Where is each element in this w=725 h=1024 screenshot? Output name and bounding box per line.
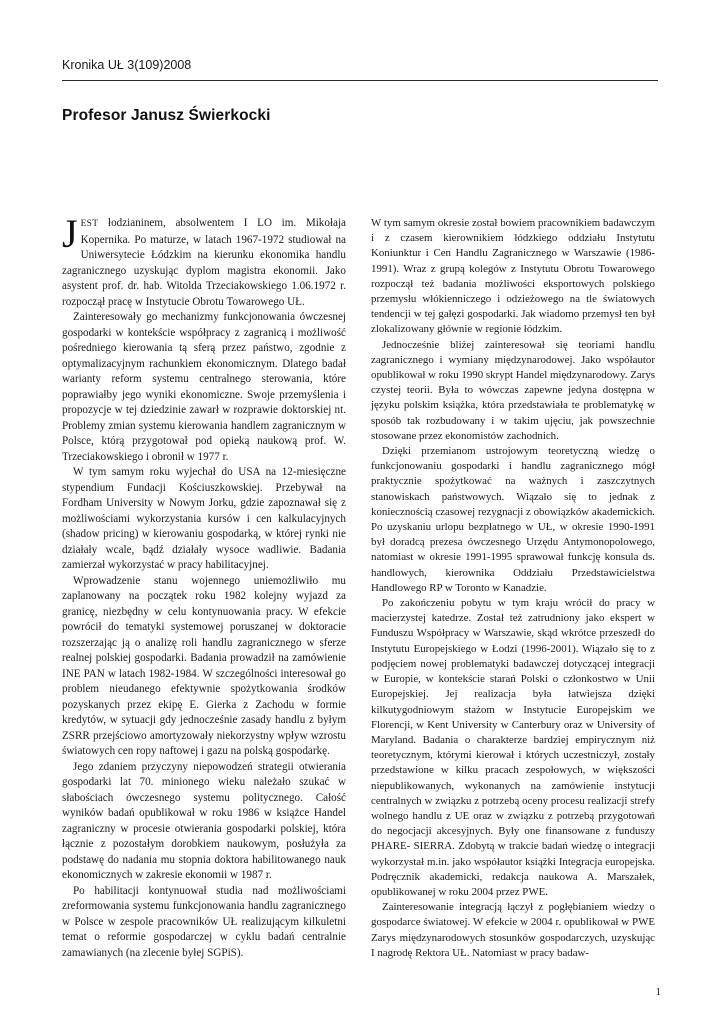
article-title: Profesor Janusz Świerkocki xyxy=(62,107,271,125)
paragraph-text: łodzianinem, absolwentem I LO im. Mikołaja Kopernika. Po maturze, w latach 1967-1972 studiował na Uniwersytecie Łódzkim na kierunku ekonomika handlu zagranicznego uzyskując dyplom magistra ekonomii. Jako asystent prof. dr. hab. Witolda Trzeciakowskiego 1.06.1972 r. rozpoczął pracę w Instytucie Obrotu Towarowego UŁ. xyxy=(62,217,346,308)
right-column xyxy=(371,216,655,961)
paragraph: Po zakończeniu pobytu w tym kraju wrócił do pracy w macierzystej katedrze. Został też zatrudniony jako ekspert w Funduszu Współpracy w Warszawie, skąd wkrótce przeszedł do Instytutu Europejskiego w Łodzi (1996-2001). Wiązało się to z podjęciem nowej problematyki badawczej dotyczącej integracji w Europie, w kontekście starań Polski o członkostwo w Unii Europejskiej. Jej realizacja była łatwiejsza dzięki kilkutygodniowym stażom w Instytucie Europejskim we Florencji, w Kent University w Canterbury oraz w University of Maryland. Badania o charakterze bardziej empirycznym niż teoretycznym, którymi kierował i których uczestniczył, zostały przedstawione w kilku pracach zespołowych, w większości niepublikowanych, wykonanych na zamówienie instytucji centralnych w związku z potrzebą oceny procesu realizacji strefy wolnego handlu z UE oraz w związku z potrzebą przygotowań do negocjacji akcesyjnych. Były one finansowane z funduszy PHARE- SIERRA. Zdobytą w trakcie badań wiedzę o integracji wykorzystał m.in. jako współautor książki Integracja europejska. Podręcznik akademicki, redakcja naukowa A. Marszałek, opublikowanej w roku 2004 przez PWE. xyxy=(371,597,655,898)
paragraph: Jednocześnie bliżej zainteresował się teoriami handlu zagranicznego i wymiany międzynarodowej. Jako współautor opublikował w roku 1990 skrypt Handel międzynarodowy. Zarys czystej teorii. Była to wówczas zapewne jedyna dostępna w języku polskim książka, która przedstawiała te problematykę w sposób tak rozbudowany i w takim ujęciu, jak powszechnie stosowane przez ekonomistów zachodnich. xyxy=(371,338,655,442)
journal-header: Kronika UŁ 3(109)2008 xyxy=(62,58,192,72)
paragraph: Zainteresowanie integracją łączył z pogłębianiem wiedzy o gospodarce światowej. W efekcie w 2004 r. opublikował w PWE Zarys międzynarodowych stosunków gospodarczych, uzyskując I nagrodę Rektora UŁ. Natomiast w pracy badaw- xyxy=(371,901,655,959)
paragraph: Po habilitacji kontynuował studia nad możliwościami zreformowania systemu funkcjonowania handlu zagranicznego w Polsce w zespole pracowników UŁ realizującym kilkuletni temat o reformie gospodarczej w cyklu badań centralnie zamawianych (na zlecenie byłej SGPiS). xyxy=(62,884,346,959)
paragraph: W tym samym roku wyjechał do USA na 12-miesięczne stypendium Fundacji Kościuszkowskiej. Przebywał na Fordham University w Nowym Jorku, gdzie zapoznawał się z możliwościami wykorzystania kursów i cen kalkulacyjnych (shadow pricing) w kierowaniu gospodarką, w której rynki nie działały wcale, bądź działały wysoce wadliwie. Badania zamierzał wykorzystać w pracy habilitacyjnej. xyxy=(62,466,346,571)
dropcap: J xyxy=(62,211,78,256)
left-column xyxy=(62,211,346,961)
paragraph: Jego zdaniem przyczyny niepowodzeń strategii otwierania gospodarki lat 70. minionego wieku należało szukać w słabościach ówczesnego systemu politycznego. Całość wyników badań opublikował w roku 1986 w książce Handel zagraniczny w procesie otwierania gospodarki polskiej, która łącznie z pozostałym dorobkiem naukowym, posłużyła za podstawę do nadania mu stopnia doktora habilitowanego nauk ekonomicznych w zakresie ekonomii w 1987 r. xyxy=(62,760,346,881)
paragraph: Dzięki przemianom ustrojowym teoretyczną wiedzę o funkcjonowaniu gospodarki i handlu zagranicznego mógł praktycznie spożytkować na ważnych i zaszczytnych stanowiskach państwowych. Wiązało się to jednak z koniecznością czasowej rezygnacji z obowiązków akademickich. Po uzyskaniu urlopu bezpłatnego w UŁ, w okresie 1990-1991 był doradcą prezesa ówczesnego Urzędu Antymonopolowego, natomiast w okresie 1991-1995 sprawował funkcję konsula ds. handlowych, kierownika Oddziału Przedstawicielstwa Handlowego RP w Toronto w Kanadzie. xyxy=(371,445,655,594)
page-number: 1 xyxy=(655,986,661,998)
paragraph xyxy=(62,211,346,310)
paragraph: Wprowadzenie stanu wojennego uniemożliwiło mu zaplanowany na początek roku 1982 kolejny wyjazd za granicę, niezbędny w celu kontynuowania pracy. W efekcie powrócił do tematyki systemowej poruszanej w doktoracie rozszerzając ją o analizę roli handlu zagranicznego w sferze realnej polskiej gospodarki. Badania prowadził na zamówienie INE PAN w latach 1982-1984. W szczególności interesował go problem nieudanego efektywnie spożytkowania środków pozyskanych przez ekipę E. Gierka z Zachodu w formie kredytów, w sytuacji gdy jednocześnie zasady handlu z byłym ZSRR przejściowo amortyzowały niekorzystny wpływ wzrostu światowych cen ropy naftowej i gazu na polską gospodarkę. xyxy=(62,574,346,757)
paragraph: Zainteresowały go mechanizmy funkcjonowania ówczesnej gospodarki w kontekście współpracy z zagranicą i możliwość pośredniego kierowania tą sferą przez państwo, zgodnie z optymalizacyjnym rachunkiem ekonomicznym. Dlatego badał warianty reform systemu centralnego sterowania, które poprawiałby jego wyniki ekonomiczne. Swoje przemyślenia i propozycje w tej dziedzinie zawarł w rozprawie doktorskiej nt. Problemy zmian systemu kierowania handlem zagranicznym w Polsce, którą przygotował pod opieką naukową prof. W. Trzeciakowskiego i obronił w 1977 r. xyxy=(62,311,346,463)
paragraph: W tym samym okresie został bowiem pracownikiem badawczym i z czasem kierownikiem łódzkiego oddziału Instytutu Koniunktur i Cen Handlu Zagranicznego w Warszawie (1986-1991). Wraz z grupą kolegów z Instytutu Obrotu Towarowego rozpoczął też badania możliwości eksportowych polskiego przemysłu włókienniczego i odzieżowego na tle światowych tendencji w tej gałęzi gospodarki. Jak wiadomo przemysł ten był zlokalizowany głównie w regionie łódzkim. xyxy=(371,217,655,336)
lead-smallcaps: EST xyxy=(80,219,99,229)
header-rule xyxy=(62,80,658,81)
